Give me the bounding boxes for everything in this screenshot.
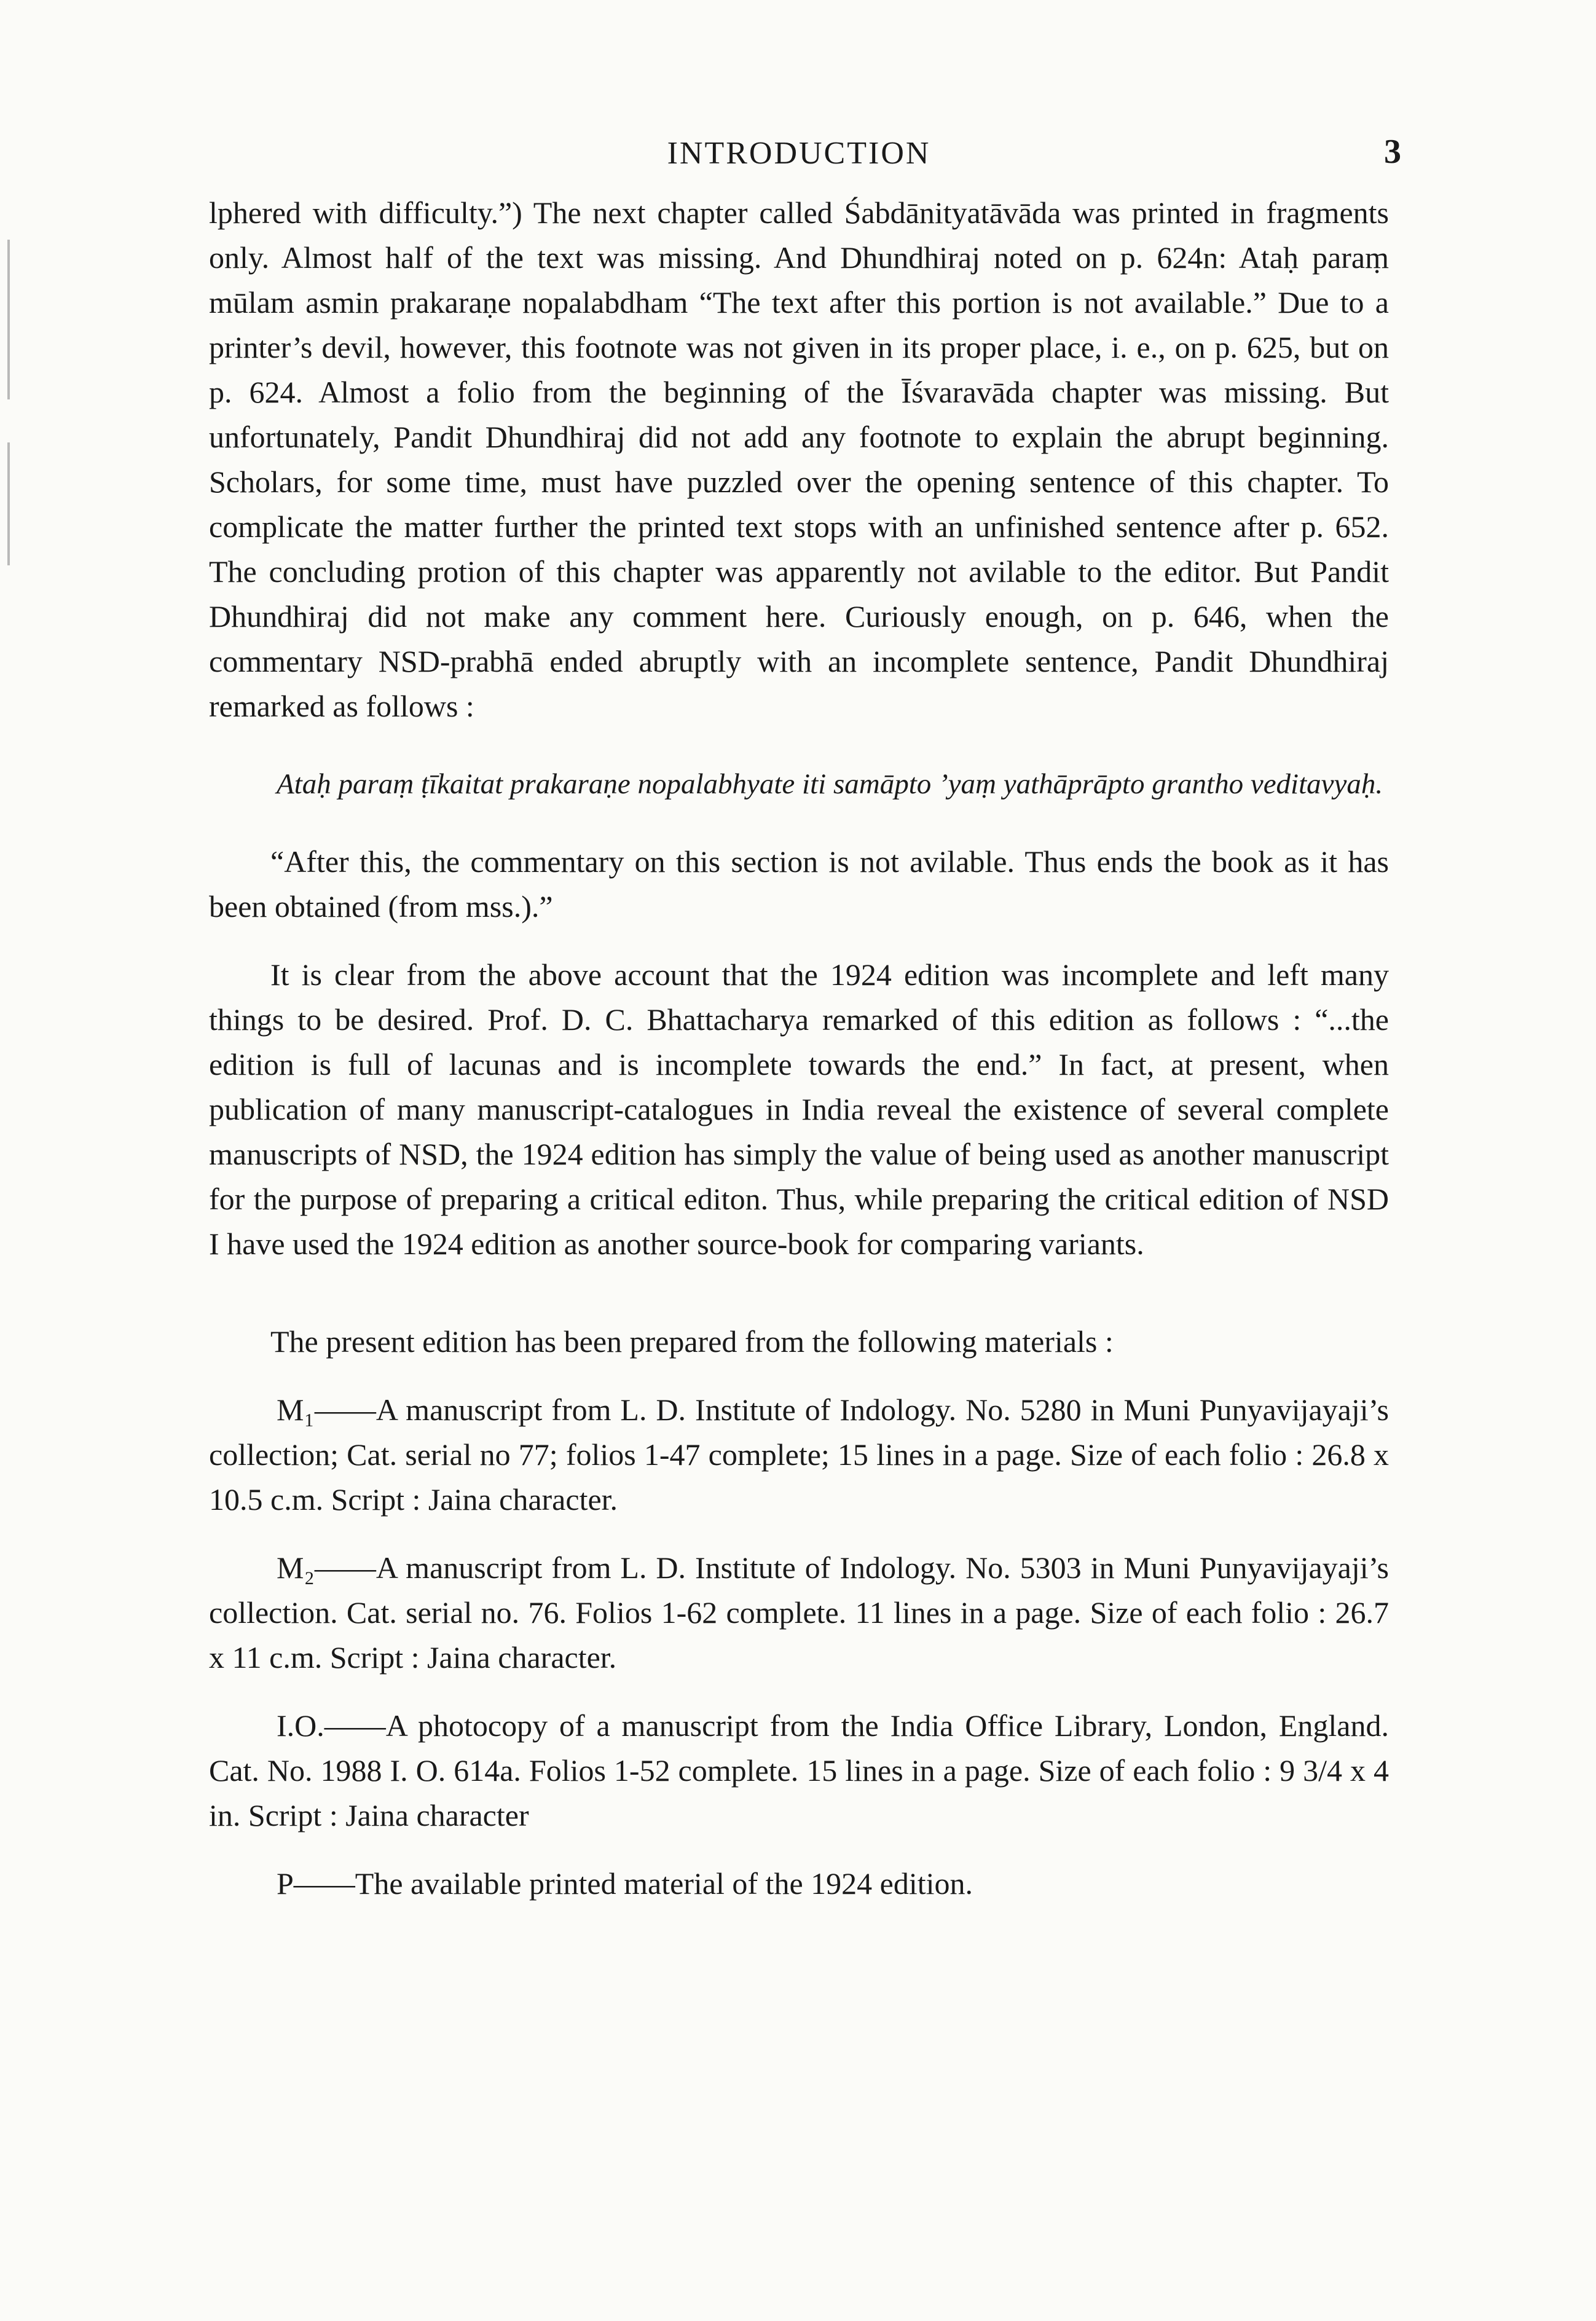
scan-edge-mark [7, 442, 10, 565]
source-m1: M₁——A manuscript from L. D. Institute of Indology. No. 5280 in Muni Punyavijayaji’s collection; Cat. serial no 77; folios 1-47 complete; 15 lines in a page. Size of each folio : 26.8 x 10.5 c.m. Script : Jaina character. [209, 1392, 1389, 1517]
paragraph-3: The present edition has been prepared from the following materials : [270, 1324, 1114, 1359]
running-head [209, 123, 1401, 190]
paragraph-2: It is clear from the above account that the 1924 edition was incomplete and left many things to be desired. Prof. D. C. Bhattacharya remarked of this edition as follows : “...the edition is full of lacunas and is incomplete towards the end.” In fact, at present, when publication of many manuscript-catalogues in India reveal the existence of several complete manuscripts of NSD, the 1924 edition has simply the value of being used as another manuscript for the purpose of preparing a critical editon. Thus, while preparing the critical edition of NSD I have used the 1924 edition as another source-book for comparing variants. [209, 957, 1389, 1261]
paragraph-1: lphered with difficulty.”) The next chapter called Śabdānityatāvāda was printed in fragments only. Almost half of the text was missing. And Dhundhiraj noted on p. 624n: Ataḥ paraṃ mūlam asmin prakaraṇe nopalabdham “The text after this portion is not available.” Due to a printer’s devil, however, this footnote was not given in its proper place, i. e., on p. 625, but on p. 624. Almost a folio from the beginning of the Īśvaravāda chapter was missing. But unfortunately, Pandit Dhundhiraj did not add any footnote to explain the abrupt beginning. Scholars, for some time, must have puzzled over the opening sentence of this chapter. To complicate the matter further the printed text stops with an unfinished sentence after p. 652. The concluding protion of this chapter was apparently not avilable to the editor. But Pandit Dhundhiraj did not make any comment here. Curiously enough, on p. 646, when the commentary NSD-prabhā ended abruptly with an incomplete sentence, Pandit Dhundhiraj remarked as follows : [209, 195, 1389, 723]
source-m2: M₂——A manuscript from L. D. Institute of Indology. No. 5303 in Muni Punyavijayaji’s collection. Cat. serial no. 76. Folios 1-62 complete. 11 lines in a page. Size of each folio : 26.7 x 11 c.m. Script : Jaina character. [209, 1550, 1389, 1675]
scan-edge-mark [7, 240, 10, 399]
verse-translation: “After this, the commentary on this section is not avilable. Thus ends the book as it has been obtained (from mss.).” [209, 844, 1389, 924]
quoted-verse: Ataḥ paraṃ ṭīkaitat prakaraṇe nopalabhyate iti samāpto ’yaṃ yathāprāpto grantho veditavyaḥ. [277, 768, 1383, 800]
source-p: P——The available printed material of the 1924 edition. [277, 1866, 973, 1901]
page-number: 3 [1384, 133, 1401, 171]
running-title: INTRODUCTION [667, 136, 931, 171]
page [209, 123, 1401, 1906]
source-io: I.O.——A photocopy of a manuscript from the India Office Library, London, England. Cat. No. 1988 I. O. 614a. Folios 1-52 complete. 15 lines in a page. Size of each folio : 9 3/4 x 4 in. Script : Jaina character [209, 1708, 1389, 1832]
